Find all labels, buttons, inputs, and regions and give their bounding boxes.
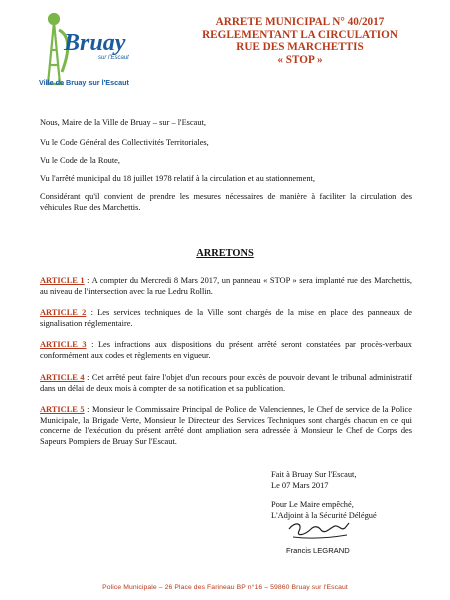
article-1 bbox=[40, 276, 412, 297]
handwritten-signature bbox=[285, 517, 353, 543]
logo-wordmark: Bruay bbox=[64, 30, 126, 56]
article-3 bbox=[40, 340, 412, 361]
article-text: : Les services techniques de la Ville sont chargés de la mise en place des panneaux de signalisation réglementaire. bbox=[40, 308, 412, 328]
title-line: « STOP » bbox=[277, 53, 323, 66]
preamble-code-collectivites: Vu le Code Général des Collectivités Territoriales, bbox=[40, 138, 209, 147]
preamble-code-route: Vu le Code de la Route, bbox=[40, 156, 120, 165]
article-2 bbox=[40, 308, 412, 329]
town-logo bbox=[40, 10, 132, 88]
signer-name: Francis LEGRAND bbox=[286, 546, 350, 555]
town-name: Ville de Bruay sur l'Escaut bbox=[39, 78, 129, 87]
article-text: : Les infractions aux dispositions du présent arrêté seront constatées par procès-verbaux conformément aux codes et règlements en vigueur. bbox=[40, 340, 412, 360]
article-5 bbox=[40, 405, 412, 447]
article-text: : A compter du Mercredi 8 Mars 2017, un panneau « STOP » sera implanté rue des Marchettis, au niveau de l'intersection avec la rue Ledru Rollin. bbox=[40, 276, 412, 296]
article-label: ARTICLE 5 bbox=[40, 405, 85, 414]
article-label: ARTICLE 3 bbox=[40, 340, 87, 349]
title-line: RUE DES MARCHETTIS bbox=[236, 41, 364, 54]
article-label: ARTICLE 4 bbox=[40, 373, 85, 382]
article-4 bbox=[40, 373, 412, 394]
title-line: ARRETE MUNICIPAL N° 40/2017 bbox=[215, 16, 385, 28]
document-title bbox=[175, 16, 425, 66]
page-footer: Police Municipale – 26 Place des Farineau BP n°16 – 59860 Bruay sur l'Escaut bbox=[102, 584, 348, 591]
signature-date: Le 07 Mars 2017 bbox=[271, 481, 329, 490]
article-label: ARTICLE 1 bbox=[40, 276, 85, 285]
signature-for-mayor: Pour Le Maire empêché, bbox=[271, 500, 354, 509]
article-text: : Monsieur le Commissaire Principal de Police de Valenciennes, le Chef de service de la Police Municipale, la Brigade Verte, Monsieur le Directeur des Services Techniques sont chargés chacun en ce qui concerne de l'exécution du présent arrêté dont ampliation sera adressée à Monsieur le Chef de Corps des Sapeurs Pompiers de Bruay Sur l'Escaut. bbox=[40, 405, 412, 446]
signature-deputy: L'Adjoint à la Sécurité Délégué bbox=[271, 511, 377, 520]
preamble-considerant: Considérant qu'il convient de prendre les mesures nécessaires de manière à faciliter la circulation des véhicules Rue des Marchettis. bbox=[40, 192, 412, 212]
preamble-arrete-1978: Vu l'arrêté municipal du 18 juillet 1978 relatif à la circulation et au stationnement, bbox=[40, 174, 315, 183]
decision-heading: ARRETONS bbox=[196, 248, 254, 259]
article-text: : Cet arrêté peut faire l'objet d'un recours pour excès de pouvoir devant le tribunal administratif dans un délai de deux mois à compter de sa notification et sa publication. bbox=[40, 373, 412, 393]
preamble-mayor: Nous, Maire de la Ville de Bruay – sur – l'Escaut, bbox=[40, 118, 206, 127]
article-label: ARTICLE 2 bbox=[40, 308, 87, 317]
signature-place: Fait à Bruay Sur l'Escaut, bbox=[271, 470, 357, 479]
title-line: REGLEMENTANT LA CIRCULATION bbox=[202, 28, 398, 41]
logo-subtext: sur l'Escaut bbox=[98, 55, 129, 61]
